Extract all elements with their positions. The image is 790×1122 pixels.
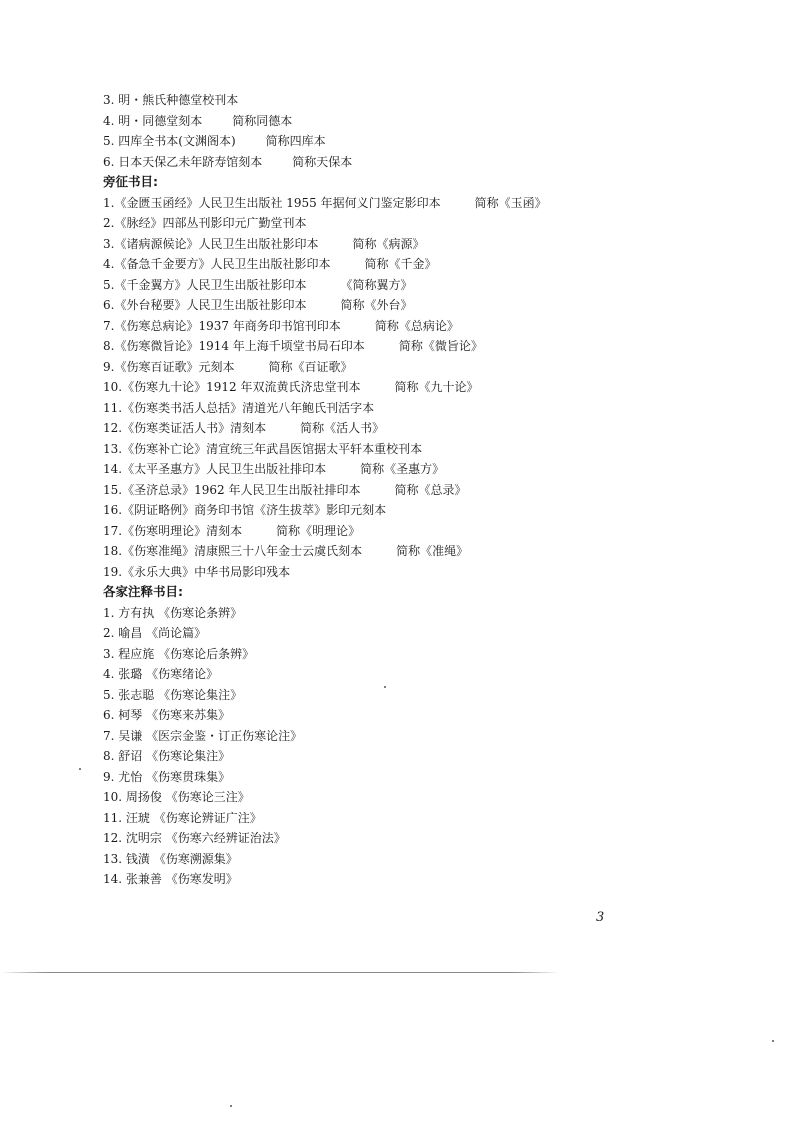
edition-text: 4. 明・同德堂刻本 (103, 113, 203, 128)
edition-text: 5. 四库全书本(文渊阁本) (103, 134, 236, 148)
zhushi-list (103, 603, 663, 890)
pangzheng-title: 14.《太平圣惠方》人民卫生出版社排印本 (103, 462, 327, 476)
zhushi-item: 2. 喻昌 《尚论篇》 (103, 626, 207, 640)
pangzheng-item (103, 480, 663, 501)
zhushi-item: 7. 吴谦 《医宗金鉴・订正伤寒论注》 (103, 728, 303, 743)
scan-speck (772, 1040, 774, 1042)
pangzheng-item (103, 193, 663, 214)
pangzheng-abbrev: 简称《玉函》 (474, 195, 547, 210)
pangzheng-abbrev: 简称《病源》 (352, 236, 425, 251)
pangzheng-abbrev: 简称《活人书》 (300, 421, 385, 435)
pangzheng-title: 11.《伤寒类书活人总括》清道光八年鲍氏刊活字本 (103, 400, 375, 415)
pangzheng-item (103, 234, 663, 255)
pangzheng-item (103, 418, 663, 439)
pangzheng-item (103, 377, 663, 398)
edition-text: 3. 明・熊氏种德堂校刊本 (103, 93, 239, 107)
pangzheng-abbrev: 简称《外台》 (340, 298, 413, 312)
pangzheng-item (103, 295, 663, 316)
pangzheng-title: 4.《备急千金要方》人民卫生出版社影印本 (103, 257, 331, 271)
pangzheng-title: 10.《伤寒九十论》1912 年双流黄氏济忠堂刊本 (103, 380, 361, 394)
pangzheng-item (103, 541, 663, 562)
edition-abbrev: 简称同德本 (232, 113, 293, 128)
pangzheng-item (103, 316, 663, 337)
pangzheng-title: 16.《阴证略例》商务印书馆《济生拔萃》影印元刻本 (103, 503, 387, 517)
zhushi-item: 13. 钱潢 《伤寒溯源集》 (103, 851, 238, 866)
pangzheng-title: 17.《伤寒明理论》清刻本 (103, 523, 243, 538)
pangzheng-abbrev: 简称《准绳》 (396, 544, 469, 558)
edition-text: 6. 日本天保乙未年跻寿馆刻本 (103, 154, 263, 169)
pangzheng-title: 6.《外台秘要》人民卫生出版社影印本 (103, 298, 307, 312)
zhushi-item: 12. 沈明宗 《伤寒六经辨证治法》 (103, 831, 286, 845)
pangzheng-item (103, 562, 663, 583)
zhushi-item: 6. 柯琴 《伤寒来苏集》 (103, 708, 231, 722)
edition-item-6 (103, 152, 663, 173)
pangzheng-item (103, 254, 663, 275)
pangzheng-item (103, 439, 663, 460)
pangzheng-abbrev: 简称《总录》 (394, 482, 467, 497)
pangzheng-abbrev: 简称《千金》 (364, 257, 437, 271)
pangzheng-abbrev: 简称《明理论》 (276, 523, 361, 538)
pangzheng-abbrev: 简称《圣惠方》 (360, 462, 445, 476)
pangzheng-item (103, 459, 663, 480)
pangzheng-title: 8.《伤寒微旨论》1914 年上海千顷堂书局石印本 (103, 339, 365, 353)
section-heading-pangzheng: 旁征书目: (103, 174, 158, 189)
pangzheng-item (103, 275, 663, 296)
pangzheng-abbrev: 简称《九十论》 (394, 380, 479, 394)
pangzheng-abbrev: 简称《百证歌》 (268, 359, 353, 374)
pangzheng-title: 13.《伤寒补亡论》清宣统三年武昌医馆据太平轩本重校刊本 (103, 441, 423, 456)
section-heading-zhushi: 各家注释书目: (103, 584, 183, 599)
pangzheng-abbrev: 简称《总病论》 (374, 318, 459, 333)
edition-item-5 (103, 131, 663, 152)
zhushi-item: 14. 张兼善 《伤寒发明》 (103, 872, 238, 886)
pangzheng-abbrev: 简称《微旨论》 (398, 339, 483, 353)
page-number: 3 (596, 910, 605, 925)
pangzheng-title: 12.《伤寒类证活人书》清刻本 (103, 421, 267, 435)
pangzheng-item (103, 500, 663, 521)
zhushi-item: 10. 周扬俊 《伤寒论三注》 (103, 790, 250, 804)
scan-artifact-rule (0, 972, 560, 973)
pangzheng-list (103, 193, 663, 583)
edition-abbrev: 简称天保本 (292, 154, 353, 169)
scan-speck (230, 1105, 232, 1107)
pangzheng-title: 3.《诸病源候论》人民卫生出版社影印本 (103, 236, 319, 251)
pangzheng-title: 1.《金匮玉函经》人民卫生出版社 1955 年据何义门鉴定影印本 (103, 195, 441, 210)
pangzheng-abbrev: 《简称翼方》 (340, 277, 413, 292)
pangzheng-title: 18.《伤寒准绳》清康熙三十八年金士云虞氏刻本 (103, 544, 363, 558)
pangzheng-item (103, 357, 663, 378)
pangzheng-item (103, 398, 663, 419)
pangzheng-title: 19.《永乐大典》中华书局影印残本 (103, 564, 291, 579)
pangzheng-item (103, 336, 663, 357)
edition-item-3 (103, 90, 663, 111)
pangzheng-item (103, 521, 663, 542)
bibliography-content (103, 90, 663, 890)
scan-speck (79, 768, 81, 770)
zhushi-item: 8. 舒诏 《伤寒论集注》 (103, 749, 231, 763)
pangzheng-title: 7.《伤寒总病论》1937 年商务印书馆刊印本 (103, 318, 341, 333)
pangzheng-title: 2.《脉经》四部丛刊影印元广勤堂刊本 (103, 216, 307, 230)
pangzheng-item (103, 213, 663, 234)
zhushi-item: 11. 汪琥 《伤寒论辨证广注》 (103, 810, 262, 825)
zhushi-item: 1. 方有执 《伤寒论条辨》 (103, 605, 243, 620)
zhushi-item: 5. 张志聪 《伤寒论集注》 (103, 687, 243, 702)
pangzheng-title: 5.《千金翼方》人民卫生出版社影印本 (103, 277, 307, 292)
pangzheng-title: 9.《伤寒百证歌》元刻本 (103, 359, 235, 374)
edition-abbrev: 简称四库本 (265, 134, 326, 148)
pangzheng-title: 15.《圣济总录》1962 年人民卫生出版社排印本 (103, 482, 361, 497)
zhushi-item: 4. 张璐 《伤寒绪论》 (103, 667, 219, 681)
edition-item-4 (103, 111, 663, 132)
scan-speck (384, 686, 386, 688)
zhushi-item: 9. 尤怡 《伤寒贯珠集》 (103, 769, 231, 784)
zhushi-item: 3. 程应旄 《伤寒论后条辨》 (103, 646, 255, 661)
